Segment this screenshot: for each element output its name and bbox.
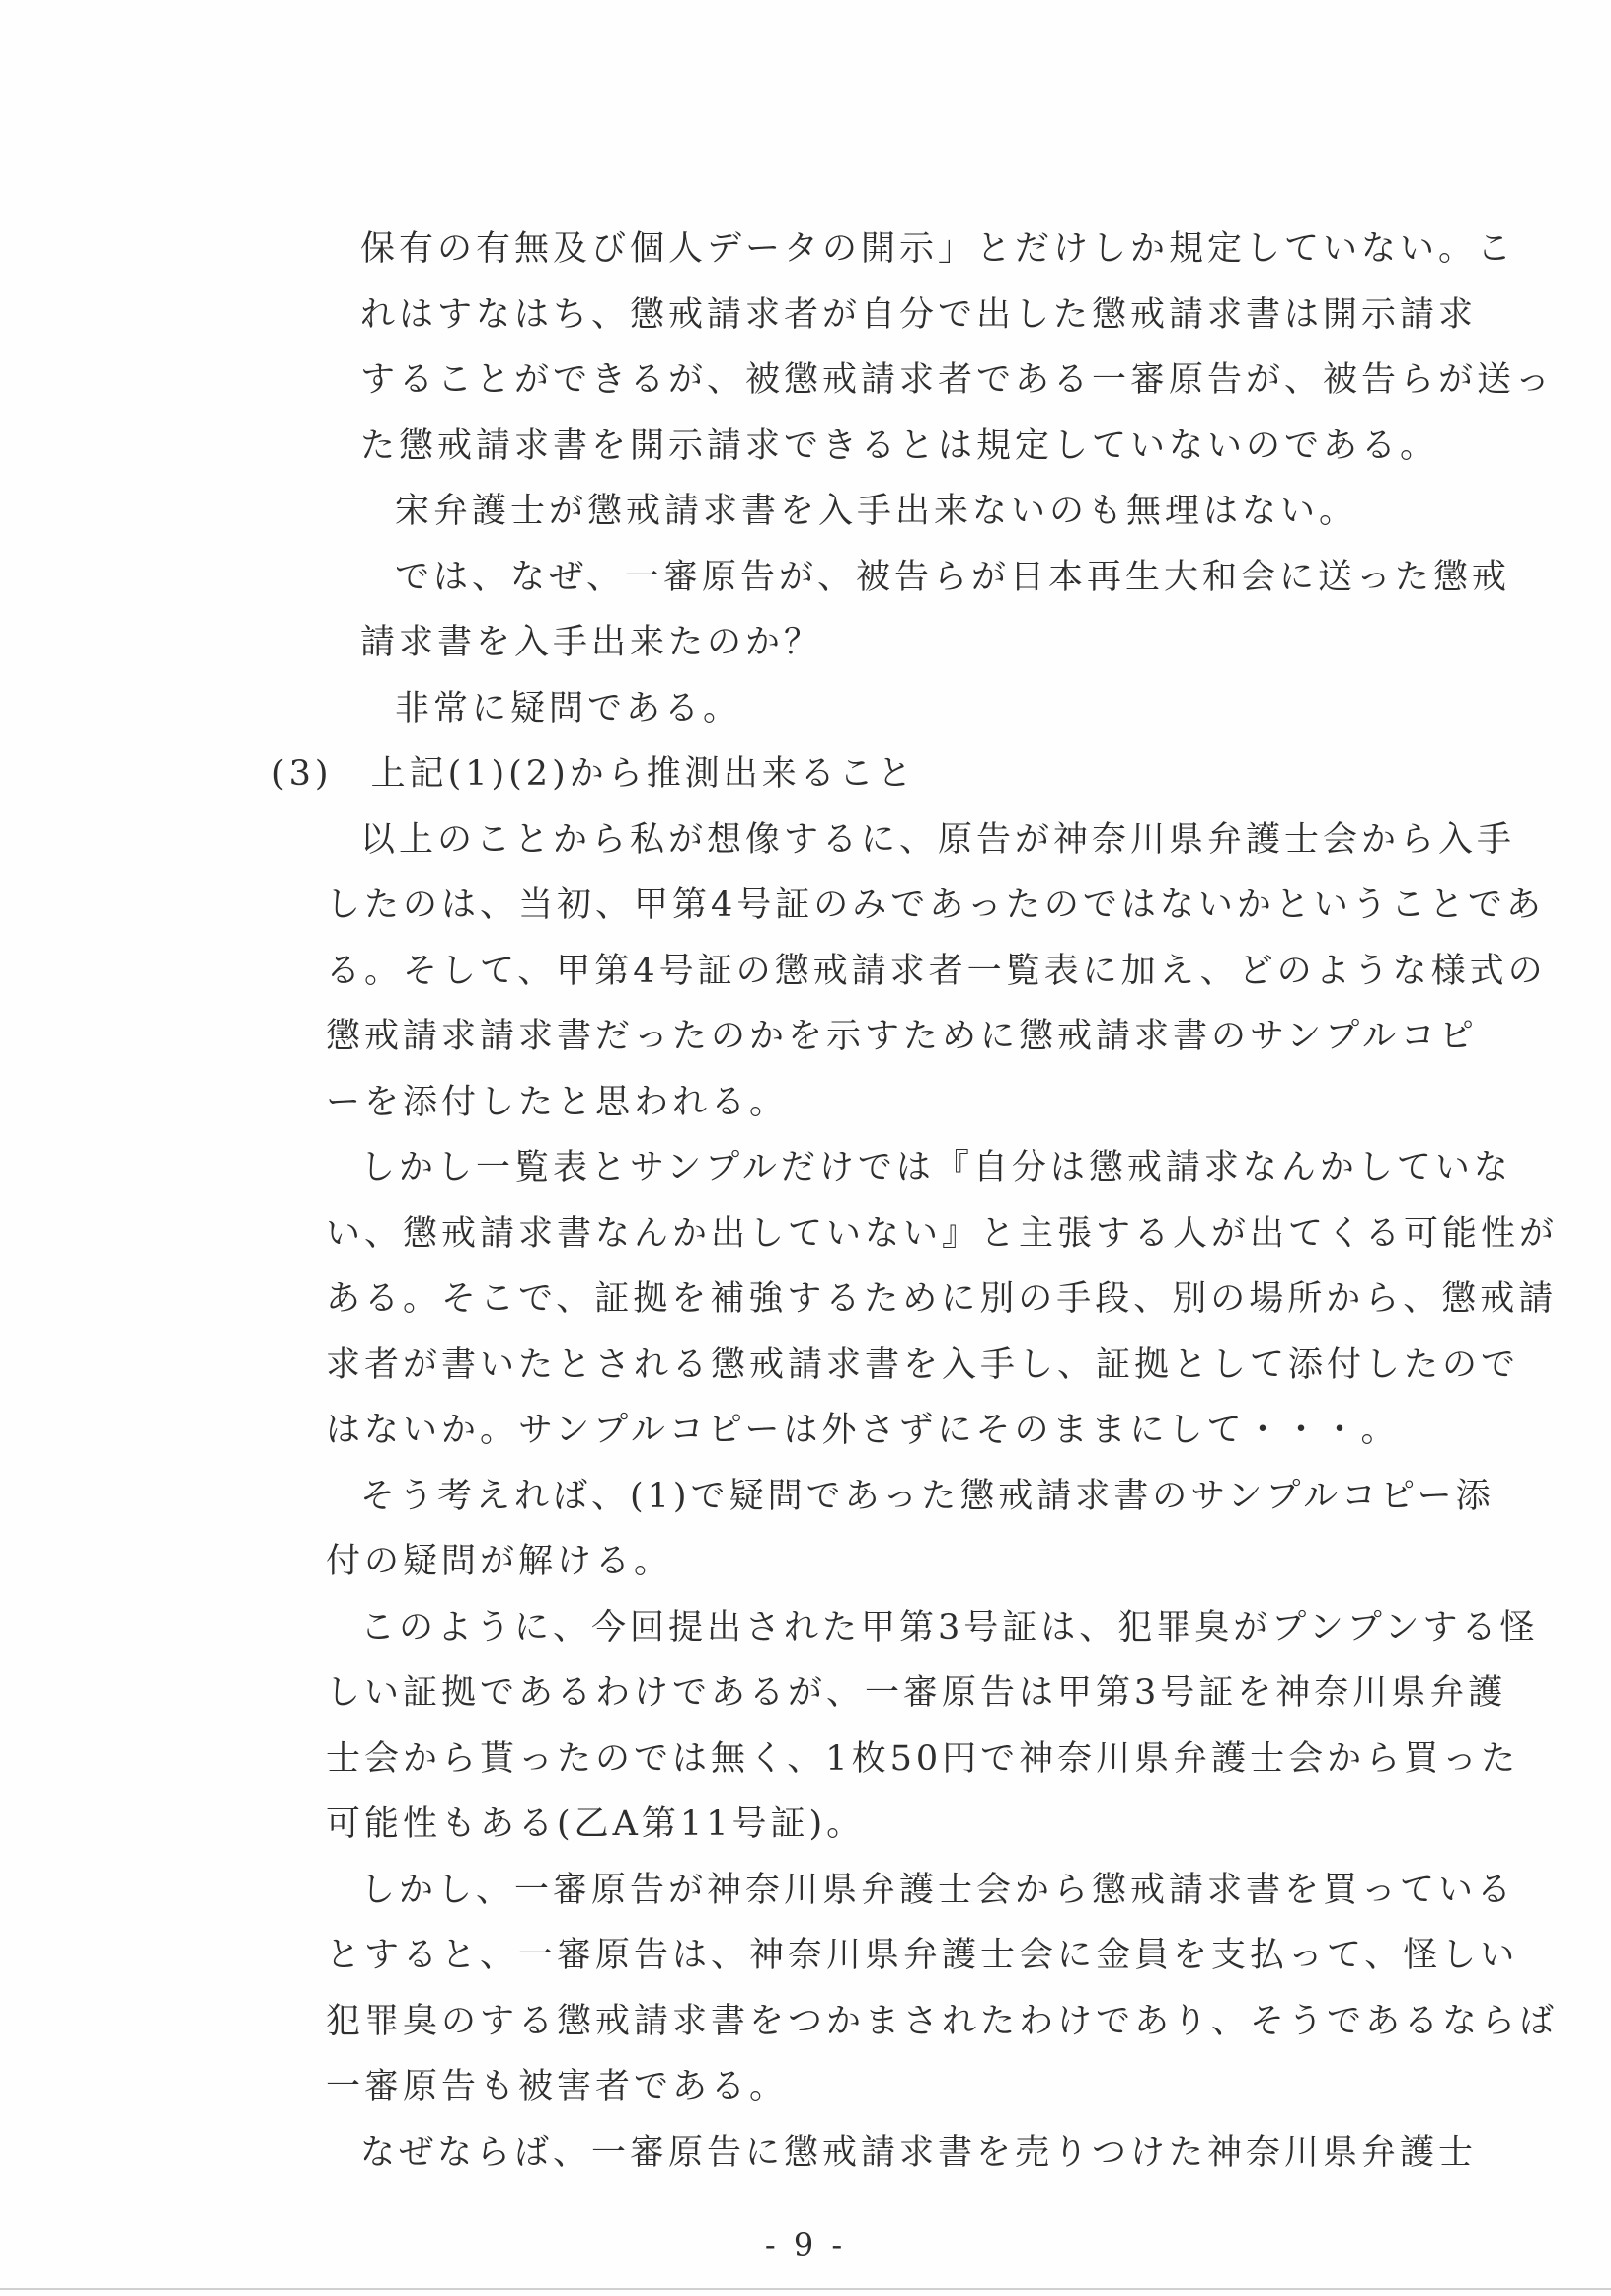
text-line: そう考えれば、(1)で疑問であった懲戒請求書のサンプルコピー添	[360, 1477, 1495, 1516]
text-line: る。そして、甲第4号証の懲戒請求者一覧表に加え、どのような様式の	[326, 952, 1547, 991]
text-line: ーを添付したと思われる。	[326, 1083, 789, 1122]
text-line: しい証拠であるわけであるが、一審原告は甲第3号証を神奈川県弁護	[326, 1673, 1507, 1713]
text-line: 可能性もある(乙A第11号証)。	[326, 1804, 866, 1844]
section-heading: (3) 上記(1)(2)から推測出来ること	[271, 754, 916, 794]
text-line: したのは、当初、甲第4号証のみであったのではないかということであ	[326, 885, 1545, 925]
text-line: 宋弁護士が懲戒請求書を入手出来ないのも無理はない。	[395, 492, 1358, 531]
text-line: 一審原告も被害者である。	[326, 2067, 789, 2106]
text-line: 懲戒請求請求書だったのかを示すために懲戒請求書のサンプルコピ	[326, 1017, 1478, 1056]
text-line: では、なぜ、一審原告が、被告らが日本再生大和会に送った懲戒	[395, 558, 1510, 597]
text-line: た懲戒請求書を開示請求できるとは規定していないのである。	[360, 426, 1439, 466]
text-line: なぜならば、一審原告に懲戒請求書を売りつけた神奈川県弁護士	[360, 2133, 1478, 2173]
text-line: このように、今回提出された甲第3号証は、犯罪臭がプンプンする怪	[360, 1608, 1539, 1647]
text-line: れはすなはち、懲戒請求者が自分で出した懲戒請求書は開示請求	[360, 295, 1478, 335]
text-line: 士会から貰ったのでは無く、1枚50円で神奈川県弁護士会から買った	[326, 1739, 1520, 1779]
text-line: 求者が書いたとされる懲戒請求書を入手し、証拠として添付したので	[326, 1345, 1520, 1385]
text-line: することができるが、被懲戒請求者である一審原告が、被告らが送っ	[360, 360, 1555, 400]
text-line: い、懲戒請求書なんか出していない』と主張する人が出てくる可能性が	[326, 1214, 1559, 1254]
page-bottom-rule	[0, 2288, 1611, 2290]
text-line: ある。そこで、証拠を補強するために別の手段、別の場所から、懲戒請	[326, 1279, 1558, 1319]
text-line: 付の疑問が解ける。	[326, 1542, 673, 1581]
text-line: 犯罪臭のする懲戒請求書をつかまされたわけであり、そうであるならば	[326, 2002, 1559, 2041]
text-line: しかし一覧表とサンプルだけでは『自分は懲戒請求なんかしていな	[360, 1148, 1512, 1187]
text-line: 非常に疑問である。	[395, 689, 742, 728]
text-line: とすると、一審原告は、神奈川県弁護士会に金員を支払って、怪しい	[326, 1936, 1519, 1975]
text-line: 以上のことから私が想像するに、原告が神奈川県弁護士会から入手	[360, 820, 1516, 860]
text-line: しかし、一審原告が神奈川県弁護士会から懲戒請求書を買っている	[360, 1871, 1516, 1910]
text-line: はないか。サンプルコピーは外さずにそのままにして・・・。	[326, 1411, 1400, 1450]
text-line: 保有の有無及び個人データの開示」とだけしか規定していない。こ	[360, 229, 1516, 268]
text-line: 請求書を入手出来たのか？	[360, 623, 823, 662]
page-number: - 9 -	[764, 2226, 847, 2263]
